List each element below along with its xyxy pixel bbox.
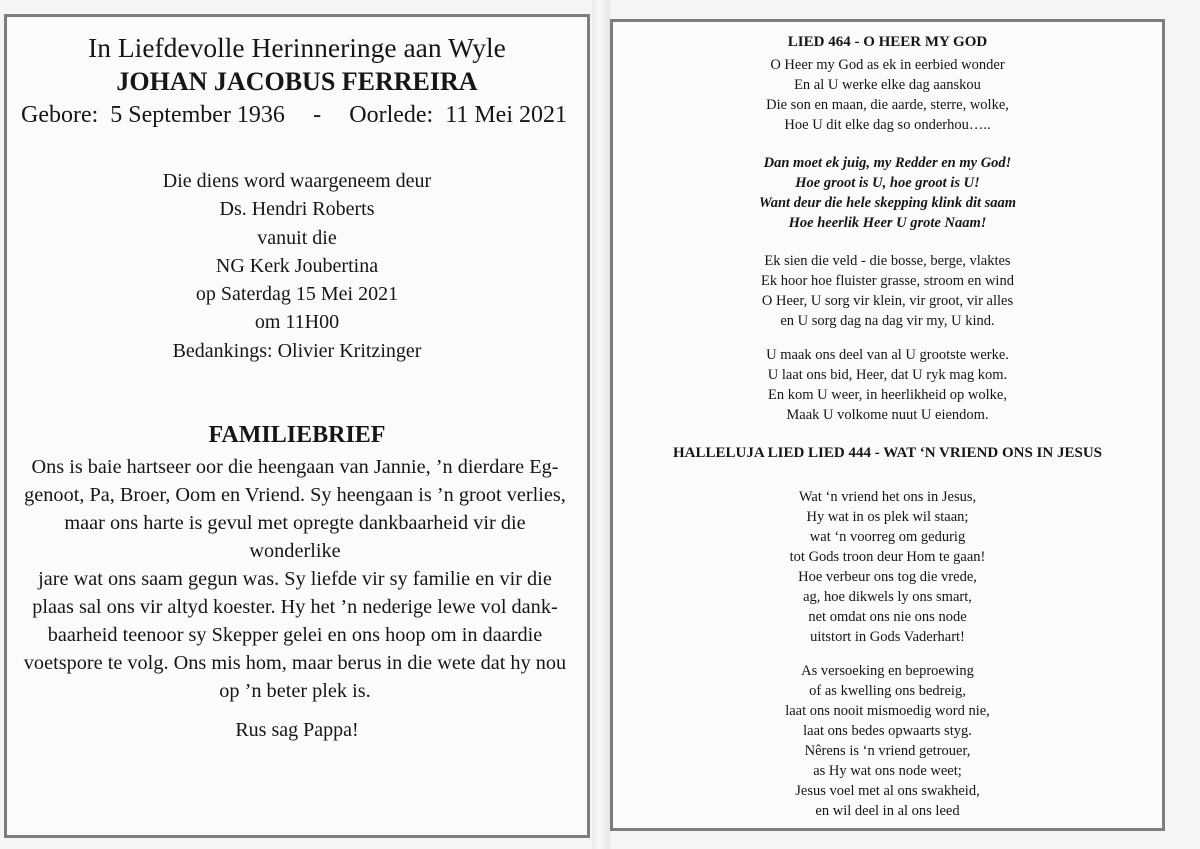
memorial-panel [4, 14, 590, 838]
lyric-line: Hoe U dit elke dag so onderhou….. [784, 117, 991, 133]
lyric-line: En kom U weer, in heerlikheid op wolke, [767, 387, 1007, 403]
lyric-line: Ek hoor hoe fluister grasse, stroom en wind [761, 273, 1014, 289]
letter-line: jare wat ons saam gegun was. Sy liefde vir sy familie en vir die [38, 568, 552, 591]
lyric-line: U maak ons deel van al U grootste werke. [766, 347, 1009, 363]
born-date: 5 September 1936 [110, 102, 285, 128]
lyric-line: Hoe groot is U, hoe groot is U! [795, 175, 980, 191]
lyric-line: ag, hoe dikwels ly ons smart, [803, 589, 972, 605]
service-line: NG Kerk Joubertina [215, 254, 379, 277]
lyric-line: Jesus voel met al ons swakheid, [795, 783, 980, 799]
lyric-line: U laat ons bid, Heer, dat U ryk mag kom. [767, 367, 1008, 383]
lyric-line: Wat ‘n vriend het ons in Jesus, [798, 489, 977, 505]
lyric-line: laat ons bedes opwaarts styg. [803, 723, 972, 739]
lyric-line: net omdat ons nie ons node [808, 609, 967, 625]
song1-chorus [613, 153, 1162, 233]
lyric-line: Nêrens is ‘n vriend getrouer, [804, 743, 971, 759]
lyric-line: as Hy wat ons node weet; [813, 763, 962, 779]
birth-info [21, 102, 285, 129]
family-letter-body [7, 453, 587, 705]
page-fold [592, 0, 610, 849]
lyric-line: As versoeking en beproewing [801, 663, 974, 679]
letter-line: plaas sal ons vir altyd koester. Hy het ’n nederige lewe vol dank- [32, 596, 558, 619]
born-label: Gebore: [21, 102, 99, 128]
lyric-line: en U sorg dag na dag vir my, U kind. [780, 313, 995, 329]
letter-line: op ’n beter plek is. [219, 680, 371, 703]
song1-title: LIED 464 - O HEER MY GOD [787, 34, 988, 50]
date-separator: - [313, 102, 322, 128]
family-letter-title: FAMILIEBRIEF [208, 422, 386, 449]
service-line: op Saterdag 15 Mei 2021 [195, 283, 399, 306]
closing-line: Rus sag Pappa! [235, 719, 359, 742]
song1-stanza [613, 251, 1162, 331]
service-line: Ds. Hendri Roberts [219, 198, 375, 221]
lyric-line: Dan moet ek juig, my Redder en my God! [763, 155, 1012, 171]
song2-title: HALLELUJA LIED LIED 444 - WAT ‘N VRIEND ONS IN JESUS [673, 445, 1102, 461]
letter-line: Ons is baie hartseer oor die heengaan van Jannie, ’n dierdare Eg- [31, 456, 559, 479]
death-info [349, 102, 567, 129]
memorial-header: In Liefdevolle Herinneringe aan Wyle [88, 32, 506, 63]
lyric-line: tot Gods troon deur Hom te gaan! [789, 549, 986, 565]
lyric-line: Ek sien die veld - die bosse, berge, vlaktes [764, 253, 1011, 269]
lyric-line: Hoe heerlik Heer U grote Naam! [788, 215, 987, 231]
lyric-line: Die son en maan, die aarde, sterre, wolke, [766, 97, 1009, 113]
service-line: Die diens word waargeneem deur [162, 170, 432, 192]
lyric-line: O Heer, U sorg vir klein, vir groot, vir alles [761, 293, 1014, 309]
lyric-line: en wil deel in al ons leed [815, 803, 960, 819]
service-details [7, 167, 587, 365]
song2-stanza [613, 487, 1162, 647]
service-line: om 11H00 [254, 311, 340, 334]
letter-line: maar ons harte is gevul met opregte dankbaarheid vir die wonderlike [64, 512, 526, 563]
song1-stanza [613, 345, 1162, 425]
died-date: 11 Mei 2021 [445, 102, 567, 128]
lyric-line: laat ons nooit mismoedig word nie, [785, 703, 990, 719]
deceased-name: JOHAN JACOBUS FERREIRA [116, 67, 478, 96]
lyric-line: Hy wat in os plek wil staan; [806, 509, 969, 525]
letter-line: baarheid teenoor sy Skepper gelei en ons hoop om in daardie [47, 624, 543, 647]
lyric-line: wat ‘n voorreg om gedurig [809, 529, 966, 545]
letter-line: genoot, Pa, Broer, Oom en Vriend. Sy heengaan is ’n groot verlies, [24, 484, 566, 507]
lyric-line: Hoe verbeur ons tog die vrede, [798, 569, 977, 585]
lyric-line: uitstort in Gods Vaderhart! [810, 629, 965, 645]
service-line: Bedankings: Olivier Kritzinger [172, 339, 422, 362]
died-label: Oorlede: [349, 102, 434, 128]
lyric-line: of as kwelling ons bedreig, [809, 683, 966, 699]
lyric-line: En al U werke elke dag aanskou [794, 77, 981, 93]
dates-row [7, 102, 587, 129]
lyric-line: O Heer my God as ek in eerbied wonder [770, 57, 1005, 73]
letter-line: voetspore te volg. Ons mis hom, maar berus in die wete dat hy nou [23, 652, 567, 675]
service-line: vanuit die [257, 226, 337, 249]
song1-stanza [613, 55, 1162, 135]
hymns-panel [610, 19, 1165, 831]
song2-stanza [613, 661, 1162, 821]
lyric-line: Want deur die hele skepping klink dit saam [758, 195, 1017, 211]
lyric-line: Maak U volkome nuut U eiendom. [786, 407, 989, 423]
